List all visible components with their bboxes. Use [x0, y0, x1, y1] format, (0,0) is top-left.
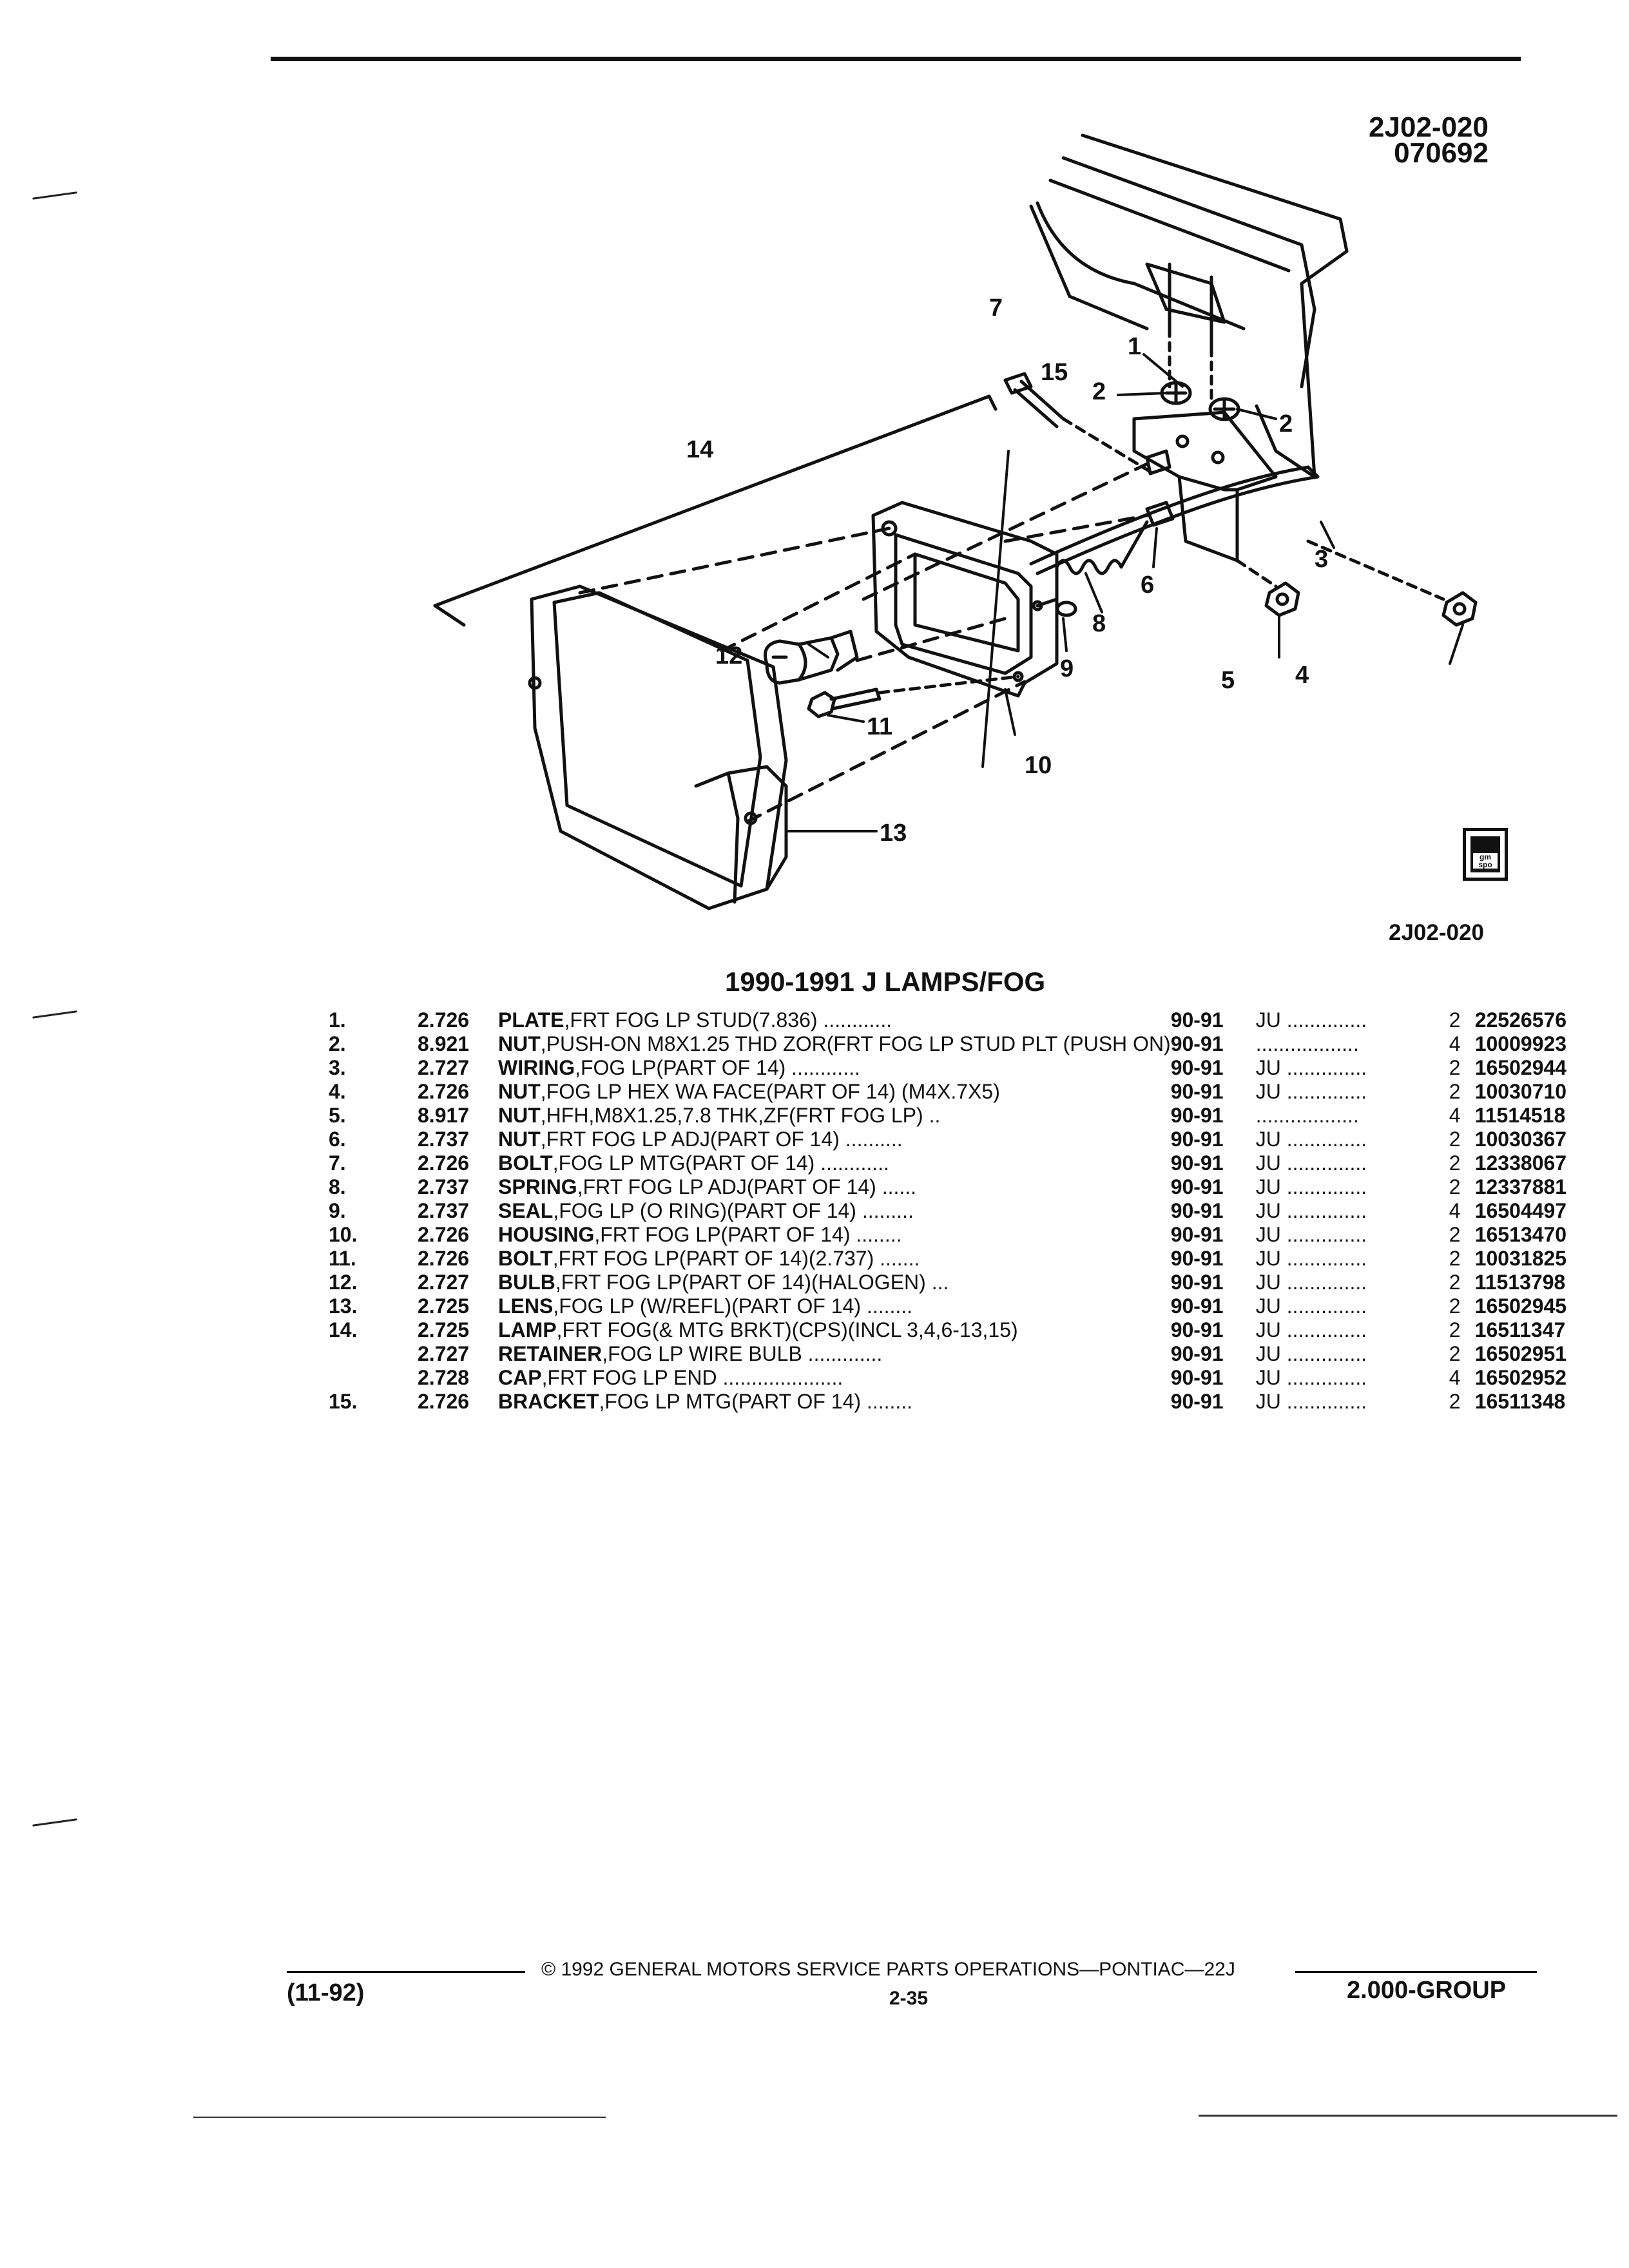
part-description: [498, 1056, 1171, 1080]
part-series: JU ..............: [1255, 1366, 1367, 1389]
part-name: NUT: [498, 1128, 541, 1151]
diagram-code-footer: 2J02-020: [1389, 920, 1484, 945]
part-desc-text: ,FOG LP (W/REFL)(PART OF 14) ........: [553, 1294, 913, 1318]
part-name: RETAINER: [498, 1342, 602, 1365]
part-name: BRACKET: [498, 1390, 599, 1413]
part-ref-number: 10.: [329, 1223, 358, 1246]
callout-11: 11: [867, 713, 893, 740]
part-years: 90-91: [1170, 1342, 1224, 1365]
seal-9: [1057, 602, 1075, 615]
part-description: [498, 1008, 1171, 1032]
part-quantity: 2: [1449, 1390, 1461, 1413]
part-quantity: 2: [1449, 1056, 1461, 1079]
wiring-harness: [1031, 467, 1318, 573]
part-quantity: 2: [1449, 1247, 1461, 1270]
part-years: 90-91: [1170, 1199, 1224, 1222]
callout-6: 6: [1141, 572, 1155, 599]
part-group-number: 2.726: [418, 1247, 470, 1270]
part-series: JU ..............: [1255, 1080, 1367, 1103]
scan-rule-bottom-left: [193, 2117, 606, 2118]
callout-4: 4: [1295, 662, 1309, 689]
part-number: 10030367: [1474, 1128, 1567, 1151]
part-name: SEAL: [498, 1199, 554, 1222]
part-number: 11514518: [1474, 1104, 1566, 1127]
callout-13: 13: [880, 820, 907, 847]
footer-rule-left: [287, 1971, 525, 1973]
part-quantity: 2: [1449, 1151, 1461, 1175]
callout-12: 12: [715, 642, 743, 669]
part-ref-number: 8.: [329, 1175, 346, 1198]
part-name: BOLT: [498, 1151, 553, 1175]
part-series: JU ..............: [1255, 1128, 1367, 1151]
callout-14-bracket: [435, 396, 996, 625]
part-group-number: 8.921: [418, 1032, 470, 1055]
part-row: [329, 1223, 1566, 1247]
section-title: 1990-1991 J LAMPS/FOG: [725, 966, 1046, 997]
page-number: 2-35: [889, 1988, 929, 2009]
part-group-number: 2.728: [418, 1366, 470, 1389]
part-ref-number: 15.: [329, 1390, 358, 1413]
part-series: JU ..............: [1255, 1223, 1367, 1246]
part-row: [329, 1318, 1566, 1342]
part-desc-text: ,FRT FOG LP ADJ(PART OF 14) ..........: [540, 1128, 903, 1151]
binding-mark: [32, 1818, 77, 1827]
lamp-housing: [873, 503, 1057, 696]
stud-plate: [1147, 264, 1224, 399]
part-ref-number: 4.: [329, 1080, 346, 1103]
part-description: [498, 1294, 1171, 1318]
part-ref-number: 5.: [329, 1104, 346, 1127]
part-years: 90-91: [1170, 1247, 1224, 1270]
part-number: 12337881: [1474, 1175, 1567, 1198]
part-desc-text: ,FOG LP(PART OF 14) ............: [575, 1056, 860, 1079]
part-name: NUT: [498, 1104, 541, 1127]
part-row: [329, 1128, 1566, 1151]
part-years: 90-91: [1170, 1151, 1224, 1175]
part-series: JU ..............: [1255, 1271, 1367, 1294]
part-series: JU ..............: [1255, 1342, 1367, 1365]
callout-leaders: [786, 354, 1463, 831]
part-group-number: 2.725: [418, 1294, 470, 1318]
part-ref-number: 11.: [329, 1247, 356, 1270]
part-series: JU ..............: [1255, 1056, 1367, 1079]
part-desc-text: ,FOG LP HEX WA FACE(PART OF 14) (M4X.7X5): [540, 1080, 1000, 1103]
part-ref-number: 7.: [329, 1151, 346, 1175]
part-quantity: 2: [1449, 1008, 1461, 1032]
part-description: [498, 1318, 1171, 1342]
part-quantity: 2: [1449, 1175, 1461, 1198]
part-description: [498, 1342, 1171, 1366]
part-quantity: 4: [1449, 1104, 1461, 1127]
part-number: 10030710: [1474, 1080, 1567, 1103]
part-years: 90-91: [1170, 1366, 1224, 1389]
bumper-channel: [1031, 135, 1347, 477]
callout-2b: 2: [1279, 410, 1293, 437]
callout-3: 3: [1315, 546, 1329, 573]
part-desc-text: ,FRT FOG LP(PART OF 14) ........: [594, 1223, 902, 1246]
part-description: [498, 1151, 1171, 1175]
part-ref-number: 13.: [329, 1294, 358, 1318]
part-desc-text: ,FRT FOG(& MTG BRKT)(CPS)(INCL 3,4,6-13,15): [556, 1318, 1018, 1341]
part-group-number: 8.917: [418, 1104, 470, 1127]
part-quantity: 4: [1449, 1032, 1461, 1055]
part-desc-text: ,FOG LP MTG(PART OF 14) ............: [552, 1151, 889, 1175]
part-row: [329, 1366, 1566, 1390]
part-number: 22526576: [1474, 1008, 1567, 1032]
part-series: ..................: [1255, 1032, 1359, 1055]
callout-9: 9: [1060, 655, 1074, 682]
binding-mark: [32, 1010, 77, 1019]
callout-1: 1: [1128, 333, 1142, 360]
part-desc-text: ,FOG LP WIRE BULB .............: [602, 1342, 883, 1365]
part-description: [498, 1032, 1171, 1056]
lens-13: [530, 586, 786, 908]
part-years: 90-91: [1170, 1223, 1224, 1246]
part-name: PLATE: [498, 1008, 564, 1032]
part-series: ..................: [1255, 1104, 1359, 1127]
part-ref-number: 6.: [329, 1128, 346, 1151]
part-ref-number: 1.: [329, 1008, 346, 1032]
bulb-12: [766, 631, 858, 683]
part-years: 90-91: [1170, 1175, 1224, 1198]
part-name: BOLT: [498, 1247, 553, 1270]
part-group-number: 2.737: [418, 1175, 470, 1198]
part-name: SPRING: [498, 1175, 577, 1198]
part-ref-number: 14.: [329, 1318, 358, 1341]
part-name: LAMP: [498, 1318, 557, 1341]
part-desc-text: ,FRT FOG LP STUD(7.836) ............: [564, 1008, 892, 1032]
part-desc-text: ,FOG LP MTG(PART OF 14) ........: [599, 1390, 913, 1413]
part-row: [329, 1247, 1566, 1271]
footer-date: (11-92): [287, 1979, 365, 2006]
diagram-code: 2J02-020: [1369, 111, 1489, 143]
part-series: JU ..............: [1255, 1175, 1367, 1198]
part-desc-text: ,HFH,M8X1.25,7.8 THK,ZF(FRT FOG LP) ..: [540, 1104, 941, 1127]
part-row: [329, 1271, 1566, 1294]
part-number: 12338067: [1474, 1151, 1567, 1175]
part-row: [329, 1294, 1566, 1318]
part-desc-text: ,FRT FOG LP(PART OF 14)(HALOGEN) ...: [555, 1271, 949, 1294]
part-years: 90-91: [1170, 1271, 1224, 1294]
part-years: 90-91: [1170, 1318, 1224, 1341]
part-series: JU ..............: [1255, 1008, 1367, 1032]
part-group-number: 2.726: [418, 1080, 470, 1103]
part-number: 10031825: [1474, 1247, 1567, 1270]
part-row: [329, 1032, 1566, 1056]
part-description: [498, 1366, 1171, 1390]
bolt-7: [1005, 374, 1153, 474]
part-number: 16502945: [1474, 1294, 1567, 1318]
part-row: [329, 1199, 1566, 1223]
callout-8: 8: [1092, 610, 1106, 637]
part-years: 90-91: [1170, 1104, 1224, 1127]
part-description: [498, 1247, 1171, 1271]
part-ref-number: [329, 1342, 418, 1366]
callout-7: 7: [989, 294, 1003, 322]
part-quantity: 2: [1449, 1128, 1461, 1151]
part-years: 90-91: [1170, 1080, 1224, 1103]
part-row: [329, 1151, 1566, 1175]
part-desc-text: ,FRT FOG LP(PART OF 14)(2.737) .......: [552, 1247, 920, 1270]
parts-table: [329, 1008, 1566, 1414]
part-quantity: 4: [1449, 1366, 1461, 1389]
part-description: [498, 1199, 1171, 1223]
part-group-number: 2.727: [418, 1056, 470, 1079]
part-group-number: 2.726: [418, 1008, 470, 1032]
part-quantity: 2: [1449, 1342, 1461, 1365]
part-quantity: 2: [1449, 1318, 1461, 1341]
part-years: 90-91: [1170, 1128, 1224, 1151]
part-group-number: 2.727: [418, 1342, 470, 1365]
part-row: [329, 1104, 1566, 1128]
part-name: BULB: [498, 1271, 555, 1294]
scan-rule-bottom-right: [1199, 2115, 1617, 2117]
group-label: 2.000-GROUP: [1347, 1977, 1507, 2004]
part-row: [329, 1056, 1566, 1080]
part-description: [498, 1390, 1171, 1414]
part-years: 90-91: [1170, 1056, 1224, 1079]
part-series: JU ..............: [1255, 1318, 1367, 1341]
diagram-date-code: 070692: [1394, 137, 1489, 169]
part-desc-text: ,PUSH-ON M8X1.25 THD ZOR(FRT FOG LP STUD PLT (PUSH ON): [540, 1032, 1171, 1055]
part-group-number: 2.737: [418, 1199, 470, 1222]
part-quantity: 4: [1449, 1199, 1461, 1222]
part-row: [329, 1390, 1566, 1414]
callout-14: 14: [686, 436, 714, 463]
binding-mark: [32, 191, 77, 200]
part-description: [498, 1271, 1171, 1294]
part-ref-number: 3.: [329, 1056, 346, 1079]
part-series: JU ..............: [1255, 1199, 1367, 1222]
part-number: 16502952: [1474, 1366, 1567, 1389]
part-series: JU ..............: [1255, 1390, 1367, 1413]
part-quantity: 2: [1449, 1080, 1461, 1103]
part-quantity: 2: [1449, 1271, 1461, 1294]
fog-lamp-exploded-diagram: [387, 111, 1495, 921]
callout-2a: 2: [1092, 378, 1106, 405]
part-description: [498, 1104, 1171, 1128]
part-series: JU ..............: [1255, 1294, 1367, 1318]
part-group-number: 2.725: [418, 1318, 470, 1341]
part-group-number: 2.726: [418, 1151, 470, 1175]
part-ref-number: 2.: [329, 1032, 346, 1055]
part-desc-text: ,FRT FOG LP END .....................: [541, 1366, 843, 1389]
part-years: 90-91: [1170, 1032, 1224, 1055]
copyright: © 1992 GENERAL MOTORS SERVICE PARTS OPERATIONS—PONTIAC—22J: [541, 1959, 1235, 1980]
callout-10: 10: [1025, 752, 1052, 779]
part-desc-text: ,FRT FOG LP ADJ(PART OF 14) ......: [577, 1175, 917, 1198]
part-years: 90-91: [1170, 1390, 1224, 1413]
hex-nuts: [1237, 541, 1476, 625]
part-row: [329, 1008, 1566, 1032]
part-group-number: 2.727: [418, 1271, 470, 1294]
part-name: LENS: [498, 1294, 554, 1318]
part-description: [498, 1175, 1171, 1199]
part-name: CAP: [498, 1366, 542, 1389]
part-series: JU ..............: [1255, 1151, 1367, 1175]
part-number: 16502951: [1474, 1342, 1567, 1365]
gm-spo-logo: [1463, 828, 1508, 881]
part-name: WIRING: [498, 1056, 575, 1079]
part-description: [498, 1080, 1171, 1104]
part-number: 10009923: [1474, 1032, 1567, 1055]
footer-rule-right: [1295, 1971, 1537, 1973]
part-number: 16504497: [1474, 1199, 1567, 1222]
logo-text: gm spo: [1473, 853, 1498, 869]
part-group-number: 2.726: [418, 1390, 470, 1413]
part-ref-number: 12.: [329, 1271, 358, 1294]
part-years: 90-91: [1170, 1008, 1224, 1032]
part-group-number: 2.726: [418, 1223, 470, 1246]
callout-15: 15: [1041, 359, 1068, 386]
part-desc-text: ,FOG LP (O RING)(PART OF 14) .........: [553, 1199, 914, 1222]
part-quantity: 2: [1449, 1294, 1461, 1318]
part-number: 16511347: [1474, 1318, 1566, 1341]
part-quantity: 2: [1449, 1223, 1461, 1246]
part-description: [498, 1223, 1171, 1247]
part-name: NUT: [498, 1032, 541, 1055]
part-years: 90-91: [1170, 1294, 1224, 1318]
part-number: 16513470: [1474, 1223, 1567, 1246]
callout-5: 5: [1221, 667, 1235, 694]
part-row: [329, 1080, 1566, 1104]
part-number: 16502944: [1474, 1056, 1567, 1079]
part-name: NUT: [498, 1080, 541, 1103]
part-row: [329, 1342, 1566, 1366]
part-series: JU ..............: [1255, 1247, 1367, 1270]
top-rule: [271, 57, 1521, 61]
part-row: [329, 1175, 1566, 1199]
part-number: 16511348: [1474, 1390, 1566, 1413]
part-description: [498, 1128, 1171, 1151]
part-ref-number: [329, 1366, 418, 1390]
part-number: 11513798: [1474, 1271, 1566, 1294]
part-ref-number: 9.: [329, 1199, 346, 1222]
part-name: HOUSING: [498, 1223, 595, 1246]
part-group-number: 2.737: [418, 1128, 470, 1151]
